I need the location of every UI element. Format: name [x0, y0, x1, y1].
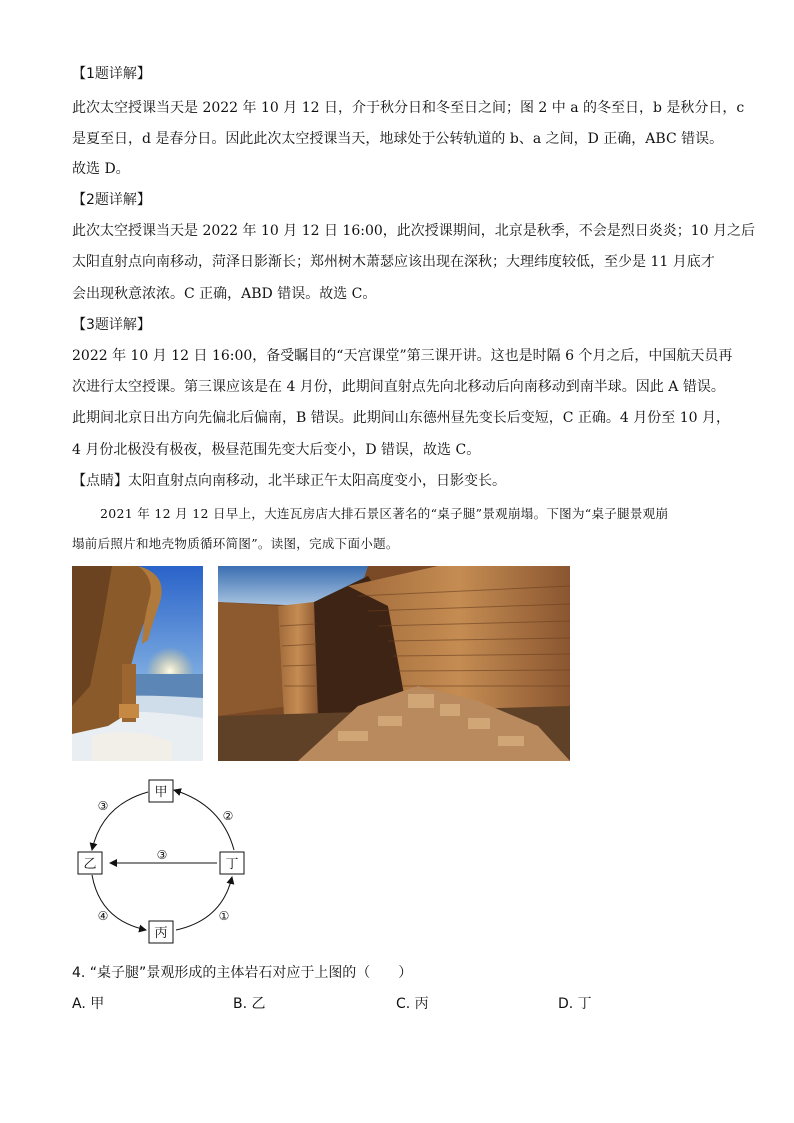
section-2-line: 太阳直射点向南移动，菏泽日影渐长；郑州树木萧瑟应该出现在深秋；大理纬度较低，至少是 11 月底才 [72, 254, 715, 270]
photo-after-collapse [218, 566, 570, 761]
label-middle: ③ [156, 848, 168, 862]
section-2-line: 会出现秋意浓浓。C 正确，ABD 错误。故选 C。 [72, 286, 377, 302]
section-3-line: 4 月份北极没有极夜，极昼范围先变大后变小，D 错误，故选 C。 [72, 442, 481, 458]
intro-line: 2021 年 12 月 12 日早上，大连瓦房店大排石景区著名的“桌子腿”景观崩塌。下图为“桌子腿景观崩 [100, 506, 669, 521]
node-ding: 丁 [225, 857, 239, 872]
label-bottom-right: ① [218, 909, 230, 923]
section-3-line: 次进行太空授课。第三课应该是在 4 月份，此期间直射点先向北移动后向南移动到南半球。因此 A 错误。 [72, 379, 725, 395]
node-bing: 丙 [154, 926, 168, 941]
intro-line: 塌前后照片和地壳物质循环简图”。读图，完成下面小题。 [72, 536, 399, 551]
label-top-right: ② [222, 809, 234, 823]
section-1-line: 此次太空授课当天是 2022 年 10 月 12 日，介于秋分日和冬至日之间；图 2 中 a 的冬至日，b 是秋分日，c [72, 100, 745, 116]
rock-cycle-diagram [72, 775, 262, 945]
section-1-line: 故选 D。 [72, 161, 130, 177]
option-c[interactable]: C. 丙 [396, 996, 429, 1012]
question-stem: 4. “桌子腿”景观形成的主体岩石对应于上图的（ ） [72, 965, 413, 981]
option-a[interactable]: A. 甲 [72, 996, 105, 1012]
section-3-line: 此期间北京日出方向先偏北后偏南，B 错误。此期间山东德州昼先变长后变短，C 正确。4 月份至 10 月， [72, 410, 730, 426]
section-3-line: 2022 年 10 月 12 日 16:00，备受瞩目的“天宫课堂”第三课开讲。这也是时隔 6 个月之后，中国航天员再 [72, 348, 733, 364]
option-d[interactable]: D. 丁 [558, 996, 592, 1012]
node-jia: 甲 [154, 785, 168, 800]
option-b[interactable]: B. 乙 [233, 996, 266, 1012]
node-yi: 乙 [83, 857, 97, 872]
tip-line: 【点睛】太阳直射点向南移动，北半球正午太阳高度变小，日影变长。 [72, 473, 506, 489]
section-1-line: 是夏至日，d 是春分日。因此此次太空授课当天，地球处于公转轨道的 b、a 之间，D 正确，ABC 错误。 [72, 131, 724, 147]
label-top-left: ③ [97, 799, 109, 813]
section-3-title: 【3题详解】 [72, 317, 151, 333]
section-2-title: 【2题详解】 [72, 192, 151, 208]
section-1-title: 【1题详解】 [72, 66, 151, 82]
label-bottom-left: ④ [97, 909, 109, 923]
section-2-line: 此次太空授课当天是 2022 年 10 月 12 日 16:00，此次授课期间，北京是秋季，不会是烈日炎炎；10 月之后 [72, 223, 756, 239]
photo-before-collapse [72, 566, 203, 761]
